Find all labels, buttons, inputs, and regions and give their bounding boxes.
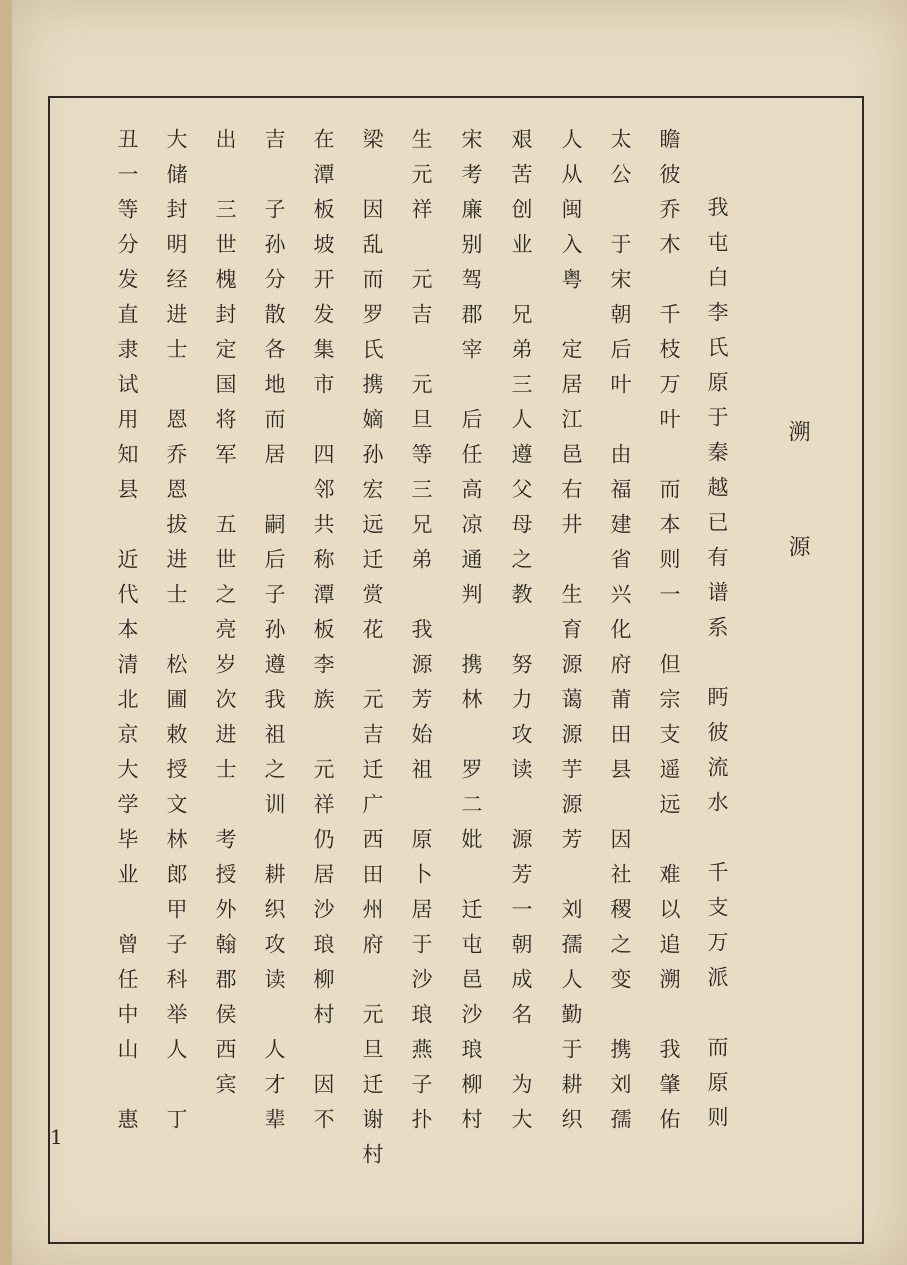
text-column-10: 吉 子孙分散各地而居 嗣后子孙遵我祖之训 耕织攻读 人才辈: [262, 128, 286, 1143]
text-column-4: 人从闽入粤 定居江邑右井 生育源蔼源芋源芳 刘孺人勤于耕织: [559, 128, 583, 1143]
text-column-12: 大储封明经进士 恩乔恩拔进士 松圃敕授文林郎甲子科举人 丁: [164, 128, 188, 1143]
text-column-1: 我屯白李氏原于秦越已有谱系 眄彼流水 千支万派 而原则: [705, 196, 729, 1141]
text-column-8: 梁 因乱而罗氏携嫡孙宏远迁赏花 元吉迁广西田州府 元旦迁谢村: [360, 128, 384, 1178]
document-page: [12, 0, 907, 1265]
text-column-11: 出 三世槐封定国将军 五世之亮岁次进士 考授外翰郡侯西宾: [213, 128, 237, 1108]
page-number: 1: [50, 1125, 63, 1149]
text-column-13: 丑一等分发直隶试用知县 近代本清北京大学毕业 曾任中山 惠: [115, 128, 139, 1143]
text-column-6: 宋考廉别驾郡宰 后任高凉通判 携林 罗二妣 迁屯邑沙琅柳村: [459, 128, 483, 1143]
text-column-3: 太公 于宋朝后叶 由福建省兴化府莆田县 因社稷之变 携刘孺: [608, 128, 632, 1143]
text-column-9: 在潭板坡开发集市 四邻共称潭板李族 元祥仍居沙琅柳村 因不: [311, 128, 335, 1143]
text-column-5: 艰苦创业 兄弟三人遵父母之教 努力攻读 源芳一朝成名 为大: [509, 128, 533, 1143]
text-column-2: 瞻彼乔木 千枝万叶 而本则一 但宗支遥远 难以追溯 我肇佑: [657, 128, 681, 1143]
text-column-7: 生元祥 元吉 元旦等三兄弟 我源芳始祖 原卜居于沙琅燕子扑: [409, 128, 433, 1143]
document-title: 溯 源: [785, 420, 810, 591]
